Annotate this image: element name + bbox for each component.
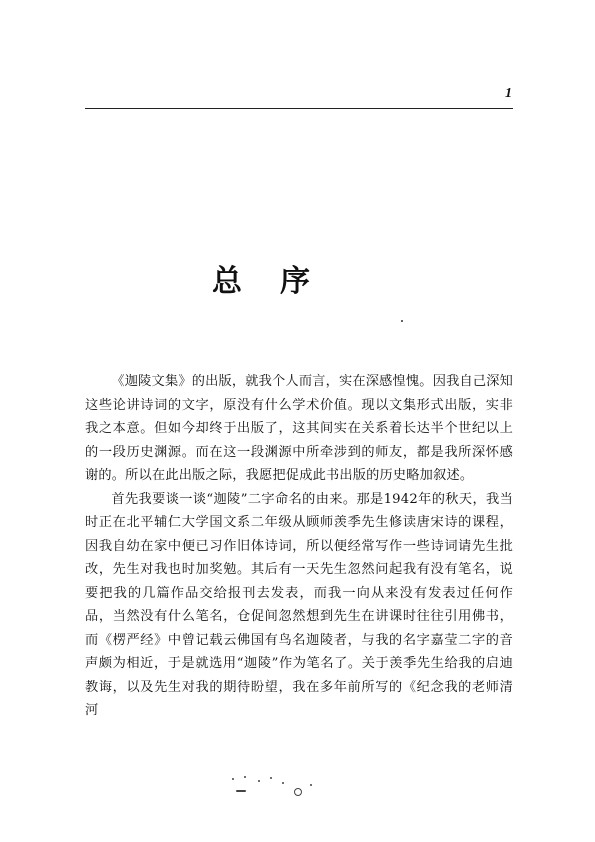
paragraph-2: 首先我要谈一谈“迦陵”二字命名的由来。那是1942年的秋天，我当时正在北平辅仁大学国文系二年级从顾师羡季先生修读唐宋诗的课程，因我自幼在家中便已习作旧体诗词，所以便经常写作一些诗词请先生批改，先生对我也时加奖勉。其后有一天先生忽然问起我有没有笔名，说要把我的几篇作品交给报刊去发表，而我一向从来没有发表过任何作品，当然没有什么笔名，仓促间忽然想到先生在讲课时往往引用佛书，而《楞严经》中曾记载云佛国有鸟名迦陵者，与我的名字嘉莹二字的音声颇为相近，于是就选用“迦陵”作为笔名了。关于羡季先生给我的启迪教诲，以及先生对我的期待盼望，我在多年前所写的《纪念我的老师清河 <box>85 491 513 718</box>
page-number: 1 <box>505 86 512 101</box>
page-title: 总序 <box>212 264 348 299</box>
header-rule <box>85 108 513 109</box>
scan-speckle <box>230 774 330 798</box>
paragraph-1: 《迦陵文集》的出版，就我个人而言，实在深感惶愧。因我自己深知这些论讲诗词的文字，原没有什么学术价值。现以文集形式出版，实非我之本意。但如今却终于出版了，这其间实在关系着长达半个世纪以上的一段历史渊源。而在这一段渊源中所牵涉到的师友，都是我所深怀感谢的。所以在此出版之际，我愿把促成此书出版的历史略加叙述。 <box>85 374 514 483</box>
body-text <box>85 370 513 723</box>
scan-dot <box>401 320 403 322</box>
